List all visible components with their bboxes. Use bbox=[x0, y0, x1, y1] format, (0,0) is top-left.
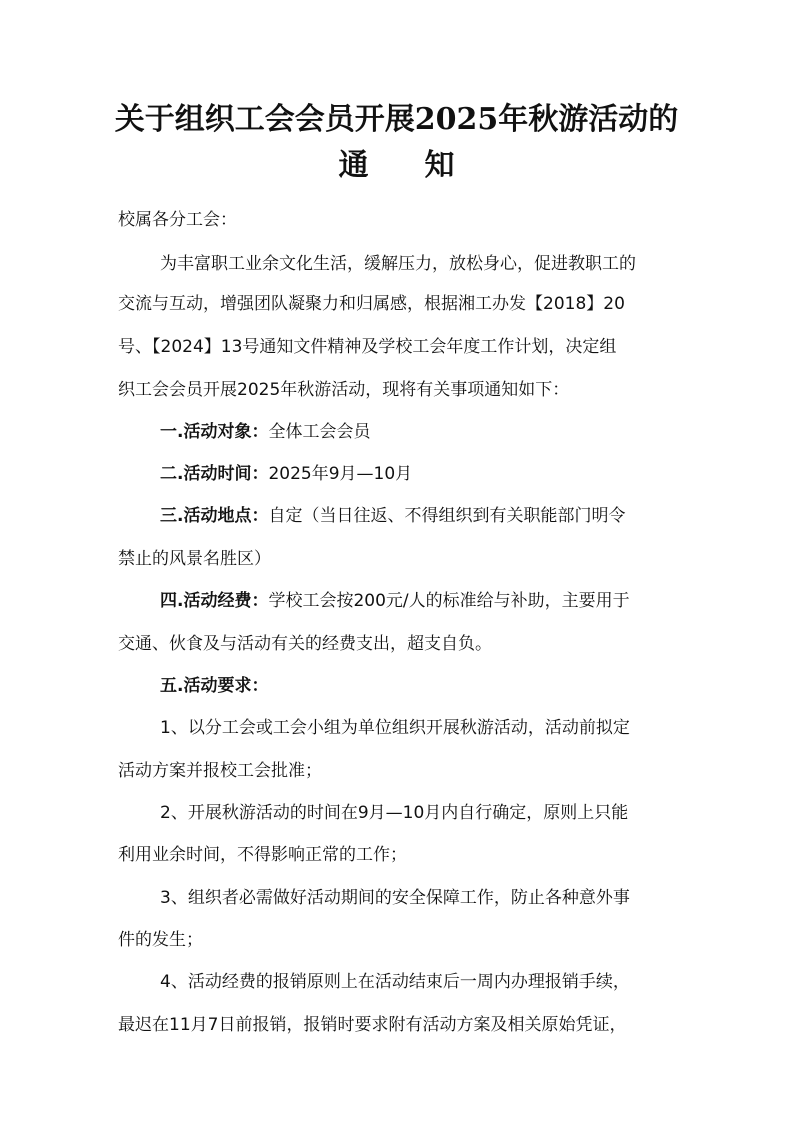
item-place-value-line-2: 禁止的风景名胜区） bbox=[118, 549, 271, 569]
intro-line-1: 为丰富职工业余文化生活，缓解压力，放松身心，促进教职工的 bbox=[160, 254, 636, 274]
document-title-line-2 bbox=[0, 146, 793, 186]
requirement-4-line-1: 4、活动经费的报销原则上在活动结束后一周内办理报销手续， bbox=[160, 972, 630, 992]
document-title-line-1: 关于组织工会会员开展2025年秋游活动的 bbox=[114, 102, 679, 137]
item-cost-value-line-1: 学校工会按200元/人的标准给与补助，主要用于 bbox=[268, 591, 630, 611]
title-char-1: 通 bbox=[338, 148, 369, 183]
requirement-2-line-1: 2、开展秋游活动的时间在9月—10月内自行确定，原则上只能 bbox=[160, 803, 629, 823]
item-target-label: 一.活动对象： bbox=[160, 422, 269, 442]
intro-line-4: 织工会会员开展2025年秋游活动，现将有关事项通知如下： bbox=[118, 380, 570, 400]
item-place-value-line-1: 自定（当日往返、不得组织到有关职能部门明令 bbox=[268, 506, 626, 526]
title-char-2: 知 bbox=[424, 148, 455, 183]
requirement-4-line-2: 最迟在11月7日前报销，报销时要求附有活动方案及相关原始凭证， bbox=[118, 1015, 627, 1035]
intro-line-3: 号、【2024】13号通知文件精神及学校工会年度工作计划，决定组 bbox=[118, 337, 617, 357]
intro-line-2: 交流与互动，增强团队凝聚力和归属感，根据湘工办发【2018】20 bbox=[118, 294, 625, 314]
requirement-3-line-1: 3、组织者必需做好活动期间的安全保障工作，防止各种意外事 bbox=[160, 888, 630, 908]
requirement-3-line-2: 件的发生； bbox=[118, 930, 203, 950]
item-place-label: 三.活动地点： bbox=[160, 506, 269, 526]
requirement-2-line-2: 利用业余时间，不得影响正常的工作； bbox=[118, 845, 407, 865]
item-cost bbox=[160, 589, 630, 613]
item-cost-label: 四.活动经费： bbox=[160, 591, 269, 611]
salutation: 校属各分工会： bbox=[118, 210, 237, 230]
item-time-label: 二.活动时间： bbox=[160, 464, 269, 484]
item-time bbox=[160, 462, 412, 486]
item-target-value: 全体工会会员 bbox=[268, 422, 371, 442]
item-requirements-label: 五.活动要求： bbox=[160, 676, 269, 696]
item-time-value: 2025年9月—10月 bbox=[268, 464, 413, 484]
requirement-1-line-2: 活动方案并报校工会批准； bbox=[118, 761, 322, 781]
requirement-1-line-1: 1、以分工会或工会小组为单位组织开展秋游活动，活动前拟定 bbox=[160, 718, 630, 738]
item-target bbox=[160, 420, 370, 444]
item-cost-value-line-2: 交通、伙食及与活动有关的经费支出，超支自负。 bbox=[118, 634, 492, 654]
item-place bbox=[160, 504, 625, 528]
